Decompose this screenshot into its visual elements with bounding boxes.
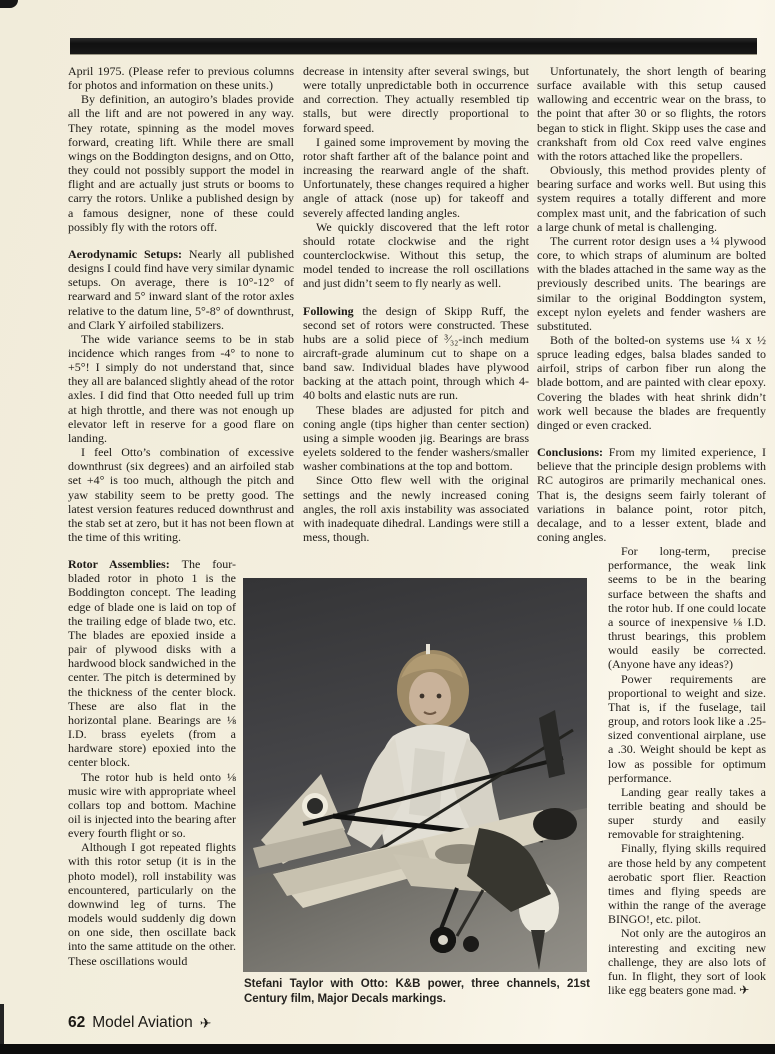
column-middle [303, 64, 529, 544]
page-number: 62 [68, 1014, 86, 1031]
column-right-narrow [608, 544, 766, 997]
paragraph-lead: Conclusions: [537, 445, 609, 460]
paragraph: April 1975. (Please refer to previous columns for photos and information on these units.) [68, 64, 294, 93]
paragraph: Following the design of Skipp Ruff, the second set of rotors were constructed. These hubs are a solid piece of ³⁄₃₂-inch medium aircraft-grade aluminum cut to shape on a band saw. Individual blades have plywood backing at the attach point, through which 4-40 bolts and elastic nuts are run. [303, 303, 530, 403]
paragraph: For long-term, precise performance, the weak link seems to be in the bearing surface between the shafts and the rotor hub. If one could locate a source of inexpensive ⅛ I.D. thrust bearings, this problem would easily be corrected. (Anyone have any ideas?) [608, 544, 766, 672]
paragraph-lead: Aerodynamic Setups: [68, 246, 189, 261]
paragraph: Rotor Assemblies: The four-bladed rotor in photo 1 is the Boddington concept. The leading edge of blade one is laid on top of the trailing edge of blade two, etc. The blades are epoxied inside a pair of plywood disks with a hardwood block sandwiched in the center. The pitch is determined by the thickness of the center block. These are also flat in the horizontal plane. Bearings are ⅛ I.D. brass eyelets (from a hardware store) epoxied into the center block. [68, 557, 236, 770]
paragraph: Power requirements are proportional to weight and size. That is, if the fuselage, tail group, and rotors look like a .25-sized conventional airplane, use a .30. Weight should be kept as low as possible for optimum performance. [608, 671, 766, 785]
photo-caption: Stefani Taylor with Otto: K&B power, three channels, 21st Century film, Major Decals markings. [244, 978, 590, 1005]
scan-edge-artifact [0, 1004, 4, 1046]
paragraph: decrease in intensity after several swings, but were totally unpredictable both in occurrence and correction. They actually resembled tip stalls, but were directly proportional to forward speed. [303, 64, 529, 135]
page-footer [68, 1014, 212, 1032]
paragraph: Unfortunately, the short length of bearing surface available with this setup caused wallowing and eccentric wear on the brass, to the point that after 30 or so flights, the rotors began to stick in flight. Skipp uses the case and crankshaft from old Cox reed valve engines with the rotors attached like the propellers. [537, 64, 766, 163]
paragraph: The rotor hub is held onto ⅛ music wire with appropriate wheel collars top and bottom. Machine oil is injected into the bearing after every fourth flight or so. [68, 769, 236, 841]
bottom-rule-bar [0, 1044, 775, 1054]
paragraph: Both of the bolted-on systems use ¼ x ½ spruce leading edges, balsa blades sanded to airfoil, strips of carbon fiber run along the blade bottom, and are painted with clear epoxy. Covering the blades with heat shrink didn’t work well because the blades are frequently dinged or even cracked. [537, 332, 766, 432]
paragraph: These blades are adjusted for pitch and coning angle (tips higher than center section) using a simple wooden jig. Bearings are brass eyelets soldered to the fender washers/smaller washer combinations at the top and bottom. [303, 402, 529, 474]
magazine-title: Model Aviation [92, 1014, 193, 1031]
top-rule-bar [70, 38, 757, 54]
paragraph: I feel Otto’s combination of excessive downthrust (six degrees) and an airfoiled stab set +4° is too much, although the pitch and yaw stability seem to be pretty good. The latest version features reduced downthrust and the stab set at zero, but it has not been flown at the time of this writing. [68, 445, 294, 544]
paragraph: We quickly discovered that the left rotor should rotate clockwise and the right counterclockwise. Without this setup, the model tended to increase the roll oscillations and just didn’t seem to fly nearly as well. [303, 219, 529, 291]
paragraph: By definition, an autogiro’s blades provide all the lift and are not powered in any way. They rotate, spinning as the model moves forward, creating lift. While there are small wings on the Boddington designs, and on Otto, they could not possibly support the model in flight and are actually just struts or booms to carry the rotors. Unlike a published design by a famous designer, none of these could possibly fly with the rotors off. [68, 92, 294, 234]
paragraph: I gained some improvement by moving the rotor shaft farther aft of the balance point and increasing the rearward angle of the shaft. Unfortunately, these changes required a higher angle of attack (nose up) for takeoff and severely affected landing angles. [303, 134, 529, 220]
paragraph: Not only are the autogiros an interesting and exciting new challenge, they are also lots of fun. In flight, they sort of look like egg beaters gone mad. ✈ [608, 926, 766, 997]
photo-stefani-taylor-with-otto [243, 578, 587, 972]
paragraph-lead: Following [303, 303, 363, 318]
paragraph: Finally, flying skills required are those held by any competent aerobatic sport flier. Reaction times and flying speeds are within the range of the average BINGO!, etc. pilot. [608, 841, 766, 927]
paragraph: Since Otto flew well with the original settings and the newly increased coning angles, the roll axis instability was associated with inadequate dihedral. Landings were still a mess, though. [303, 473, 529, 544]
paragraph-lead: Rotor Assemblies: [68, 557, 182, 572]
paragraph: The current rotor design uses a ¼ plywood core, to which straps of aluminum are bolted with the blades attached in the same way as the previously described units. The bearings are similar to the original Boddington system, except nylon eyelets and fender washers are substituted. [537, 233, 766, 333]
paragraph: Aerodynamic Setups: Nearly all published designs I could find have very similar dynamic setups. On average, there is 10°-12° of rearward and 5° inward slant of the rotor axles relative to the datum line, 5°-8° of downthrust, and Clark Y airfoiled stabilizers. [68, 246, 294, 332]
paragraph: Conclusions: From my limited experience, I believe that the principle design problems with RC autogiros are primarily mechanical ones. That is, the designs seem fairly tolerant of variations in balance point, rotor pitch, decalage, and to a lesser extent, blade and coning angles. [537, 445, 766, 544]
paragraph: Obviously, this method provides plenty of bearing surface and works well. But using this system requires a totally different and more complex mast unit, and the fabrication of such a large chunk of metal is challenging. [537, 163, 766, 234]
photo-illustration [243, 578, 587, 972]
scan-corner-mark [0, 0, 18, 8]
column-left-wide [68, 64, 294, 544]
column-right-wide [537, 64, 766, 544]
column-left-narrow [68, 557, 236, 968]
airplane-icon: ✈ [199, 1014, 212, 1031]
paragraph: The wide variance seems to be in stab incidence which ranges from -4° to none to +5°! I simply do not understand that, since they all are balanced slightly ahead of the rotor axles. I did find that Otto needed full up trim at high throttle, and there was not enough up elevator left in reserve for a good flare on landing. [68, 331, 294, 445]
paragraph: Landing gear really takes a terrible beating and should be super sturdy and easily removable for straightening. [608, 784, 766, 842]
paragraph: Although I got repeated flights with this rotor setup (it is in the photo model), roll instability was encountered, particularly on the downwind leg of turns. The models would suddenly dig down on one side, then oscillate back into the same attitude on the other. These oscillations would [68, 840, 236, 968]
